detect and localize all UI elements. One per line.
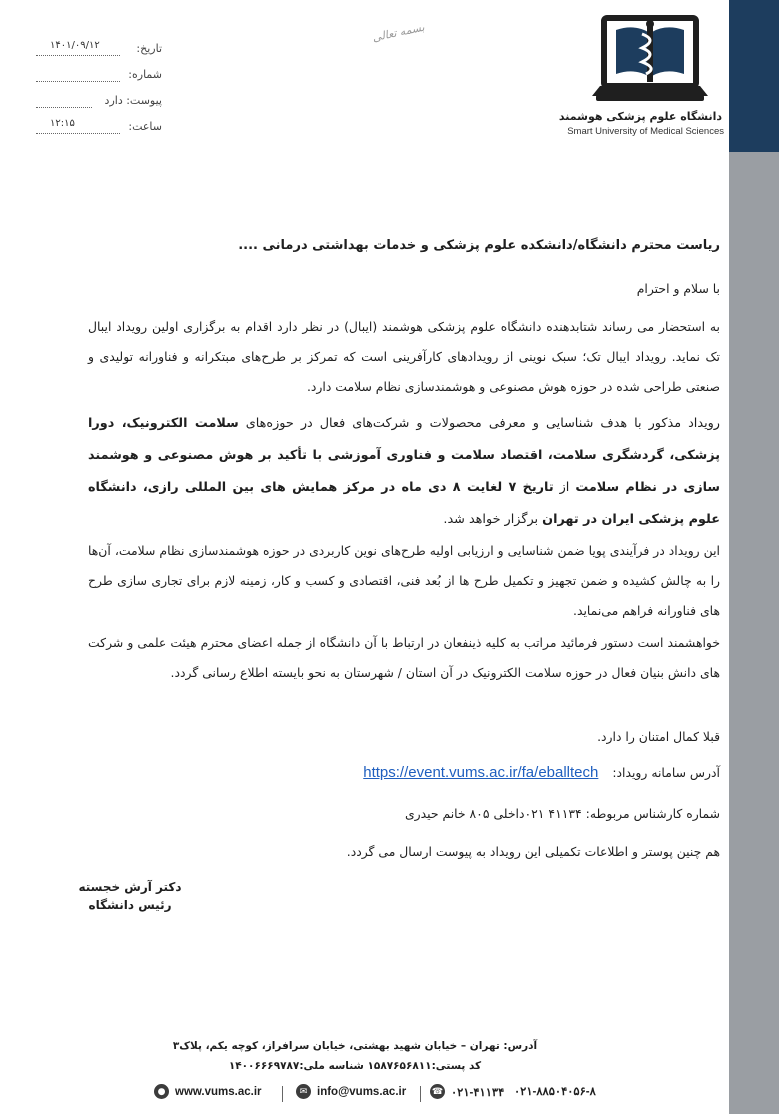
fax-text: ۰۲۱-۸۸۵۰۴۰۵۶-۸ [514, 1086, 596, 1098]
event-address-line [150, 764, 720, 781]
meta-attachment [34, 90, 162, 116]
greeting: با سلام و احترام [636, 281, 720, 296]
p2-part-c: از [553, 480, 576, 495]
meta-time-label: ساعت: [128, 120, 162, 133]
signatory-title: رئیس دانشگاه [88, 898, 172, 912]
phone-text: ۰۲۱-۴۱۱۳۴ [451, 1086, 505, 1099]
university-logo [558, 12, 728, 137]
signature-block [70, 878, 190, 914]
logo-name-en: Smart University of Medical Sciences [567, 126, 724, 137]
phone-item [430, 1084, 504, 1099]
meta-date-value: ۱۴۰۱/۰۹/۱۲ [50, 40, 100, 51]
email-text[interactable]: info@vums.ac.ir [317, 1085, 407, 1098]
p2-part-e: برگزار خواهد شد. [443, 512, 543, 527]
meta-time [34, 116, 162, 142]
meta-date-label: تاریخ: [136, 42, 162, 55]
email-item [296, 1084, 406, 1099]
website-item [154, 1084, 262, 1099]
bism-header: بسمه تعالی [371, 20, 426, 45]
meta-attachment-label: پیوست: دارد [104, 94, 162, 107]
paragraph-request: خواهشمند است دستور فرمائید مراتب به کلیه ذینفعان در ارتباط با آن دانشگاه از جمله اعضای محترم هیئت علمی و شرکت های دانش بنیان فعال در حوزه سلامت الکترونیک در آن استان / شهرستان به نحو بایسته اطلاع رسانی گردد. [88, 635, 720, 680]
letter-meta [34, 38, 162, 142]
paragraph-intro: به استحضار می رساند شتابدهنده دانشگاه علوم پزشکی هوشمند (ایبال) در نظر دارد اقدام به برگزاری اولین رویداد ایبال تک نماید. رویداد ایبال تک؛ سبک نوینی از رویدادهای کارآفرینی است که تمرکز بر طرح‌های مبتکرانه و فناورانه تولیدی و صنعتی طراحی شده در حوزه هوش مصنوعی و هوشمندسازی نظام سلامت دارد. [88, 319, 720, 394]
poster-note: هم چنین پوستر و اطلاعات تکمیلی این رویداد به پیوست ارسال می گردد. [346, 844, 720, 859]
signatory-name: دکتر آرش خجسته [78, 880, 182, 894]
paragraph-event [88, 408, 720, 536]
side-bar-gray [729, 0, 779, 1114]
fax-item [514, 1084, 596, 1098]
footer-address: آدرس: تهران – خیابان شهید بهشتی، خیابان سرافراز، کوچه یکم، پلاک۳ [172, 1040, 538, 1052]
email-icon: ✉ [296, 1084, 311, 1099]
event-link[interactable]: https://event.vums.ac.ir/fa/eballtech [363, 764, 599, 781]
meta-number-label: شماره: [128, 68, 162, 81]
globe-icon: ● [154, 1084, 169, 1099]
p2-part-a: رویداد مذکور با هدف شناسایی و معرفی محصولات و شرکت‌های فعال در حوزه‌های [238, 416, 720, 431]
side-bar-navy [729, 0, 779, 152]
p2-fields-bold: سلامت الکترونیک، دورا پزشکی، گردشگری سلامت، اقتصاد سلامت و فناوری آموزشی با تأکید بر هوش مصنوعی و هوشمند سازی در نظام سلامت [88, 416, 720, 495]
meta-time-value: ۱۲:۱۵ [50, 118, 75, 129]
letter-heading: ریاست محترم دانشگاه/دانشکده علوم پزشکی و خدمات بهداشتی درمانی .... [238, 238, 720, 253]
p2-date-venue-bold: تاریخ ۷ لغایت ۸ دی ماه در مرکز همایش های بین المللی رازی، دانشگاه علوم پزشکی ایران در تهران [88, 480, 720, 527]
thanks-line: قبلا کمال امتنان را دارد. [597, 729, 720, 744]
meta-date [34, 38, 162, 64]
address-label: آدرس سامانه رویداد: [612, 765, 720, 780]
expert-contact-line: شماره کارشناس مربوطه: ۴۱۱۳۴ ۰۲۱داخلی ۸۰۵ خانم حیدری [404, 806, 720, 821]
footer-contacts [150, 1084, 610, 1108]
footer-codes: کد پستی:۱۵۸۷۶۵۶۸۱۱ شناسه ملی:۱۴۰۰۶۶۶۹۷۸۷ [228, 1060, 482, 1072]
phone-icon: ☎ [430, 1084, 445, 1099]
logo-name-fa: دانشگاه علوم پزشکی هوشمند [558, 110, 722, 123]
meta-number [34, 64, 162, 90]
paragraph-process: این رویداد در فرآیندی پویا ضمن شناسایی و ارزیابی اولیه طرح‌های نوین کاربردی در حوزه هوشمندسازی نظام سلامت، آن‌ها را به چالش کشیده و ضمن تجهیز و تکمیل طرح ها از بُعد فنی، اقتصادی و کسب و کار، زمینه لازم برای تجاری سازی طرح های فناورانه فراهم می‌نماید. [88, 543, 720, 618]
laptop-logo-icon [590, 12, 710, 104]
website-text[interactable]: www.vums.ac.ir [175, 1085, 262, 1098]
